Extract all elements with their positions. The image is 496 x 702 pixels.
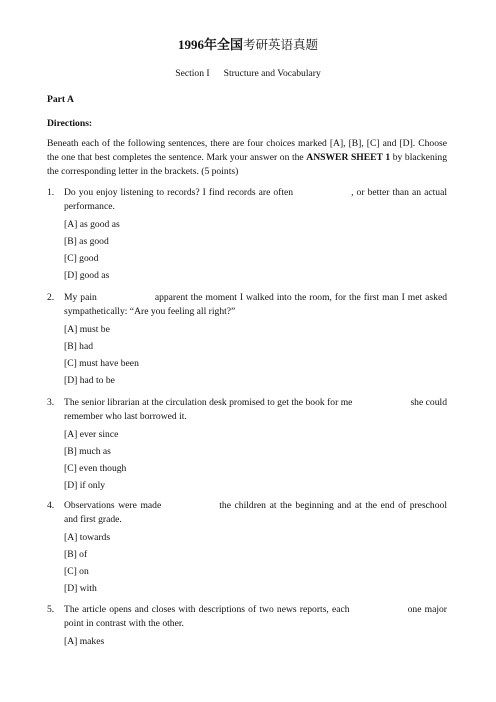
question-number: 3. [47,397,55,408]
option-d: [D] with [64,583,97,594]
directions-text: Beneath each of the following sentences, there are four choices marked [A], [B], [C] and [D]. Choose the one that best completes the sentence. Mark your answer on the ANSWER SHEET 1 by blackening the corresponding letter in the brackets. (5 points) [47,138,447,177]
page-title [0,37,496,53]
option-b: [B] much as [64,446,111,457]
question-stem: Do you enjoy listening to records? I find records are often , or better than an actual performance. [64,187,447,212]
section-label: Section I [175,68,210,79]
question-number: 2. [47,292,55,303]
option-c: [C] on [64,566,89,577]
option-list [64,323,447,391]
option-d: [D] good as [64,270,110,281]
question-stem: Observations were made the children at the beginning and at the end of preschool and first grade. [64,500,447,525]
question-1 [47,186,447,286]
option-a: [A] makes [64,636,105,647]
question-3 [47,396,447,496]
option-d: [D] if only [64,480,106,491]
title-bold-cn: 年全国 [203,37,243,52]
option-list [64,635,447,652]
question-number: 1. [47,187,55,198]
title-rest-cn: 考研英语真题 [243,37,319,52]
option-b: [B] had [64,341,94,352]
question-5 [47,603,447,652]
directions-heading: Directions: [47,118,93,129]
option-a: [A] must be [64,324,110,335]
question-stem: My pain apparent the moment I walked into the room, for the first man I met asked sympathetically: “Are you feeling all right?” [64,292,447,317]
title-year: 1996 [177,37,204,52]
option-list [64,218,447,286]
question-number: 4. [47,500,55,511]
option-b: [B] as good [64,236,109,247]
question-4 [47,499,447,599]
option-d: [D] had to be [64,375,115,386]
question-number: 5. [47,604,55,615]
option-c: [C] good [64,253,99,264]
section-heading [0,67,496,81]
question-stem: The senior librarian at the circulation desk promised to get the book for me she could remember who last borrowed it. [64,397,447,422]
option-c: [C] must have been [64,358,139,369]
option-a: [A] as good as [64,219,120,230]
answer-sheet-label: ANSWER SHEET 1 [306,152,391,163]
question-2 [47,291,447,391]
option-c: [C] even though [64,463,127,474]
option-b: [B] of [64,549,88,560]
option-list [64,531,447,599]
question-stem: The article opens and closes with descriptions of two news reports, each one major point in contrast with the other. [64,604,447,629]
part-heading: Part A [47,94,74,105]
option-a: [A] ever since [64,429,119,440]
section-name: Structure and Vocabulary [223,68,321,79]
option-list [64,428,447,496]
option-a: [A] towards [64,532,111,543]
